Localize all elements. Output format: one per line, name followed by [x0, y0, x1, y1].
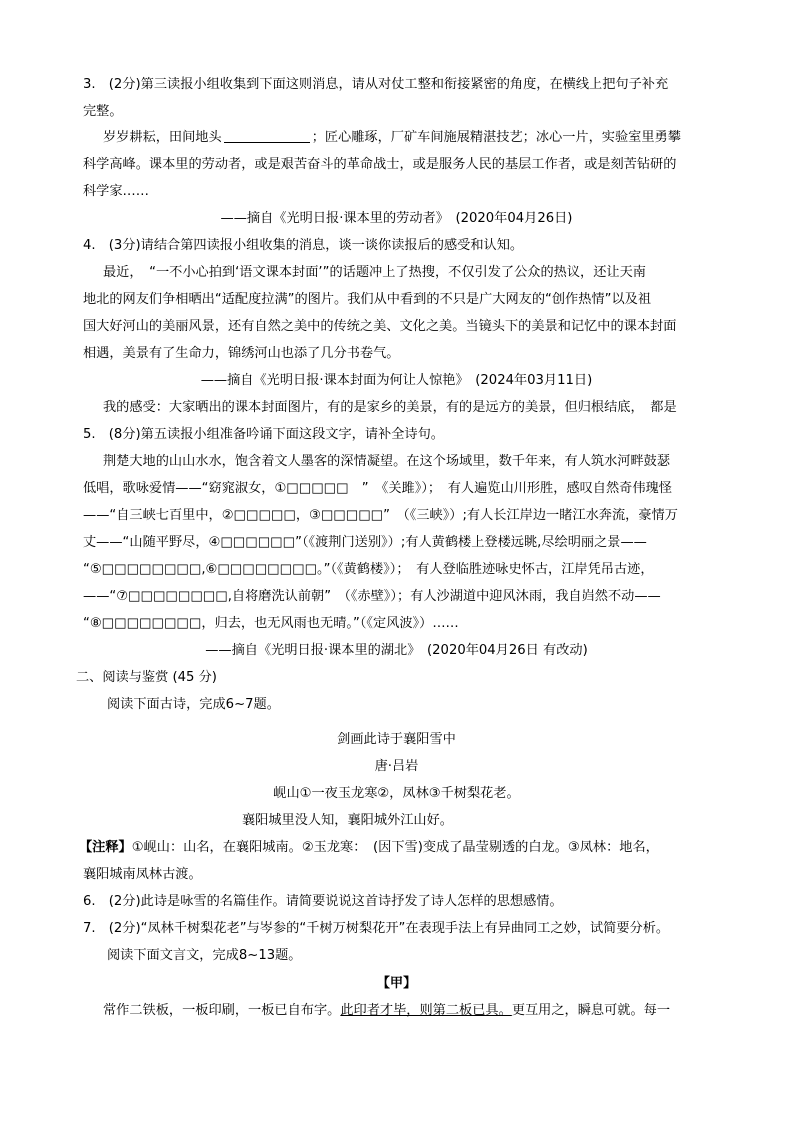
underlined-sentence: 此印者才毕，则第二板已具。 [340, 1003, 512, 1018]
answer-blank[interactable] [224, 128, 310, 143]
poem-intro: 阅读下面古诗，完成6~7题。 [107, 697, 280, 712]
classical-text-a: 常作二铁板，一板印刷，一板已自布字。 [103, 1003, 341, 1018]
q4-passage-line3: 国大好河山的美丽风景，还有自然之美中的传统之美、文化之美。当镜头下的美景和记忆中的课本封面 [83, 319, 677, 334]
poem-line2: 襄阳城里没人知，襄阳城外江山好。 [242, 813, 453, 828]
classical-line1 [103, 1001, 670, 1021]
q5-passage-line7: “⑧□□□□□□□□，归去，也无风雨也无晴。”（《定风波》）…… [83, 616, 459, 631]
poem-note-line1 [79, 838, 659, 858]
q3-passage-line1 [103, 128, 681, 148]
classical-heading: 【甲】 [376, 976, 417, 991]
q6-prompt: 6. (2分)此诗是咏雪的名篇佳作。请简要说说这首诗抒发了诗人怎样的思想感情。 [83, 894, 563, 909]
q5-passage-line6: ——“⑦□□□□□□□□,自将磨洗认前朝” （《赤壁》）；有人沙湖道中迎风沐雨，我自岿然不动—— [83, 589, 661, 604]
q5-source: ——摘自《光明日报·课本里的湖北》 (2020年04月26日 有改动) [205, 643, 588, 658]
poem-note-line2: 襄阳城南凤林古渡。 [83, 867, 202, 882]
section-title: 二、阅读与鉴赏 (45 分) [76, 670, 217, 685]
q5-passage-line1: 荆楚大地的山山水水，饱含着文人墨客的深情凝望。在这个场域里，数千年来，有人筑水河畔鼓瑟 [103, 454, 671, 469]
poem-line1: 岘山①一夜玉龙寒②，凤林③千树梨花老。 [273, 786, 520, 801]
q5-passage-line5: “⑤□□□□□□□□,⑥□□□□□□□□。”（《黄鹤楼》）； 有人登临胜迹咏史怀古，江岸凭吊古迹， [83, 562, 654, 577]
q3-passage-line3: 科学家…… [83, 184, 149, 199]
q4-passage-line1: 最近， “一不小心拍到‘语文课本封面’”的话题冲上了热搜，不仅引发了公众的热议，还让天南 [103, 265, 646, 280]
classical-text-b: 更互用之，瞬息可就。每一 [511, 1003, 671, 1018]
q4-passage-line2: 地北的网友们争相晒出“适配度拉满”的图片。我们从中看到的不只是广大网友的“创作热情”以及祖 [83, 292, 652, 307]
q4-prompt: 4. (3分)请结合第四读报小组收集的消息，谈一谈你读报后的感受和认知。 [83, 238, 524, 253]
classical-intro: 阅读下面文言文，完成8~13题。 [107, 948, 302, 963]
q3-passage-text-a: 岁岁耕耘，田间地头 [103, 130, 222, 145]
poem-title: 剑画此诗于襄阳雪中 [337, 732, 456, 747]
note-text: ①岘山：山名，在襄阳城南。②玉龙寒： (因下雪)变成了晶莹剔透的白龙。③凤林：地名， [131, 840, 659, 855]
q3-passage-line2: 科学高峰。课本里的劳动者，或是艰苦奋斗的革命战士，或是服务人民的基层工作者，或是刻苦钻研的 [83, 157, 677, 172]
q5-prompt: 5. (8分)第五读报小组准备吟诵下面这段文字，请补全诗句。 [83, 427, 444, 442]
q3-passage-text-b: ；匠心雕琢，厂矿车间施展精湛技艺；冰心一片，实验室里勇攀 [311, 130, 681, 145]
q7-prompt: 7. (2分)“凤林千树梨花老”与岑参的“千树万树梨花开”在表现手法上有异曲同工之妙，试简要分析。 [83, 921, 670, 936]
q3-prompt-line1: 3. (2分)第三读报小组收集到下面这则消息，请从对仗工整和衔接紧密的角度，在横线上把句子补充 [83, 77, 669, 92]
note-tag: 【注释】 [79, 840, 132, 855]
q3-source: ——摘自《光明日报·课本里的劳动者》 (2020年04月26日) [220, 211, 573, 226]
q3-prompt-line2: 完整。 [83, 104, 123, 119]
q5-passage-line4: 丈——“山随平野尽，④□□□□□□”（《渡荆门送别》）;有人黄鹤楼上登楼远眺,尽绘明丽之景—— [83, 535, 647, 550]
q4-feeling: 我的感受：大家晒出的课本封面图片，有的是家乡的美景，有的是远方的美景，但归根结底， 都是 [103, 400, 677, 415]
q5-passage-line2: 低唱，歌咏爱情——“窈窕淑女，①□□□□□ ” 《关雎》）； 有人遍览山川形胜，感叹自然奇伟瑰怪 [83, 481, 672, 496]
q5-passage-line3: ——“自三峡七百里中，②□□□□□，③□□□□□” （《三峡》）;有人长江岸边一睹江水奔流，豪情万 [83, 508, 678, 523]
q4-source: ——摘自《光明日报·课本封面为何让人惊艳》 (2024年03月11日) [200, 373, 593, 388]
q4-passage-line4: 相遇，美景有了生命力，锦绣河山也添了几分书卷气。 [83, 346, 400, 361]
poem-author: 唐·吕岩 [374, 759, 419, 774]
